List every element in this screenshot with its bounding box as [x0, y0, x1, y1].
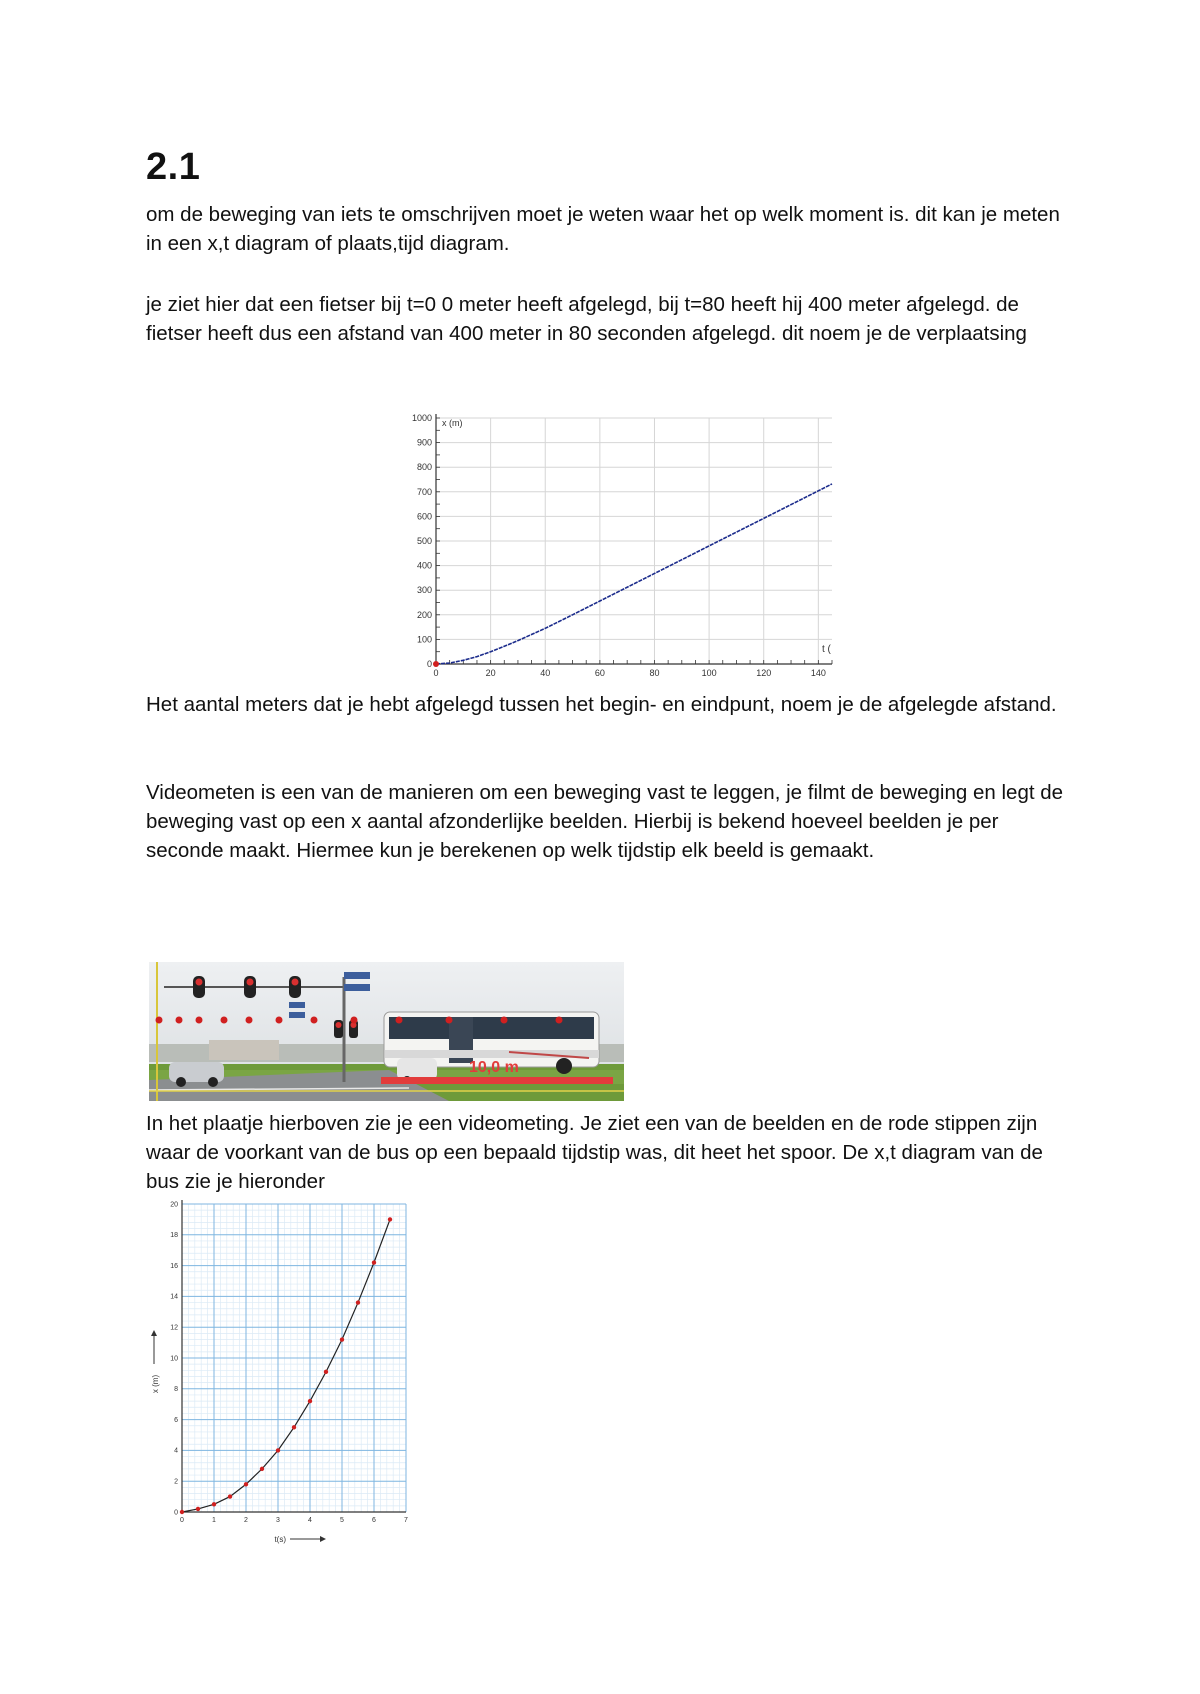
x-axis-label: t (	[822, 644, 831, 655]
paragraph-videometen: Videometen is een van de manieren om een beweging vast te leggen, je filmt de beweging en legt de beweging vast op een x aantal afzonderlijke beelden. Hierbij is bekend hoeveel beelden je per seconde maakt. Hiermee kun je berekenen op welk tijdstip elk beeld is gemaakt.	[146, 781, 1064, 862]
data-point	[324, 1370, 328, 1374]
y-tick-label: 6	[174, 1416, 178, 1424]
y-tick-label: 4	[174, 1447, 178, 1455]
origin-point	[433, 661, 439, 667]
y-tick-label: 8	[174, 1386, 178, 1394]
bus-videometing-photo	[149, 962, 624, 1101]
x-axis-label: t(s)	[274, 1535, 286, 1544]
paragraph-bus: In het plaatje hierboven zie je een videometing. Je ziet een van de beelden en de rode stippen zijn waar de voorkant van de bus op een bepaald tijdstip was, dit heet het spoor. De x,t diagram van de bus zie je hieronder	[146, 1112, 1043, 1193]
paragraph-intro: om de beweging van iets te omschrijven moet je weten waar het op welk moment is. dit kan je meten in een x,t diagram of plaats,tijd diagram.	[146, 203, 1060, 255]
y-axis-label: x (m)	[442, 418, 463, 428]
x-tick-label: 60	[594, 668, 605, 678]
data-point	[212, 1502, 216, 1506]
x-tick-label: 80	[649, 668, 660, 678]
cyclist-xt-chart	[400, 412, 840, 678]
y-tick-label: 18	[170, 1232, 178, 1240]
y-tick-label: 12	[170, 1324, 178, 1332]
x-tick-label: 0	[433, 668, 439, 678]
paragraph-distance: Het aantal meters dat je hebt afgelegd tussen het begin- en eindpunt, noem je de afgelegde afstand.	[146, 693, 1057, 716]
data-point	[180, 1510, 184, 1514]
y-tick-label: 1000	[411, 413, 432, 423]
data-point	[356, 1300, 360, 1304]
measure-label: 10,0 m	[469, 1059, 519, 1076]
traffic-light-red	[196, 979, 203, 986]
x-tick-label: 120	[756, 668, 772, 678]
data-point	[340, 1337, 344, 1341]
y-label-arrow-head	[151, 1330, 157, 1336]
x-tick-label: 140	[810, 668, 826, 678]
x-tick-label: 6	[372, 1517, 376, 1524]
data-point	[228, 1494, 232, 1498]
x-tick-label: 2	[244, 1517, 248, 1524]
x-tick-label: 1	[212, 1517, 216, 1524]
data-point	[372, 1260, 376, 1264]
y-tick-label: 900	[416, 437, 432, 448]
measure-bar	[381, 1077, 613, 1084]
y-tick-label: 0	[426, 659, 432, 669]
data-point	[244, 1482, 248, 1486]
y-axis-label: x (m)	[151, 1374, 160, 1394]
y-tick-label: 0	[174, 1509, 178, 1517]
data-point	[308, 1399, 312, 1403]
data-point	[196, 1507, 200, 1511]
y-tick-label: 14	[170, 1293, 178, 1301]
y-tick-label: 10	[170, 1355, 178, 1363]
data-point	[292, 1425, 296, 1429]
x-tick-label: 40	[540, 668, 551, 678]
x-tick-label: 20	[485, 668, 496, 678]
section-heading: 2.1	[146, 146, 201, 188]
y-tick-label: 200	[416, 609, 432, 620]
x-tick-label: 4	[308, 1517, 312, 1524]
bus-xt-chart	[146, 1194, 416, 1564]
y-tick-label: 800	[416, 462, 432, 473]
x-label-arrow-head	[320, 1536, 326, 1542]
y-tick-label: 2	[174, 1478, 178, 1486]
data-point	[388, 1217, 392, 1221]
x-tick-label: 0	[180, 1517, 184, 1524]
x-tick-label: 3	[276, 1517, 280, 1524]
paragraph-cyclist: je ziet hier dat een fietser bij t=0 0 meter heeft afgelegd, bij t=80 heeft hij 400 meter afgelegd. de fietser heeft dus een afstand van 400 meter in 80 seconden afgelegd. dit noem je de verplaatsing	[146, 293, 1027, 345]
y-tick-label: 500	[416, 536, 432, 546]
x-tick-label: 100	[701, 668, 717, 678]
y-tick-label: 600	[416, 511, 432, 522]
data-point	[276, 1448, 280, 1452]
y-tick-label: 20	[170, 1201, 178, 1209]
y-tick-label: 700	[416, 486, 432, 497]
series-line	[182, 1219, 390, 1512]
y-tick-label: 300	[416, 585, 432, 596]
series-line	[436, 484, 832, 664]
x-tick-label: 5	[340, 1517, 344, 1524]
x-tick-label: 7	[404, 1517, 408, 1524]
y-tick-label: 400	[416, 560, 432, 571]
data-point	[260, 1467, 264, 1471]
y-tick-label: 16	[170, 1262, 178, 1270]
y-tick-label: 100	[416, 634, 432, 645]
